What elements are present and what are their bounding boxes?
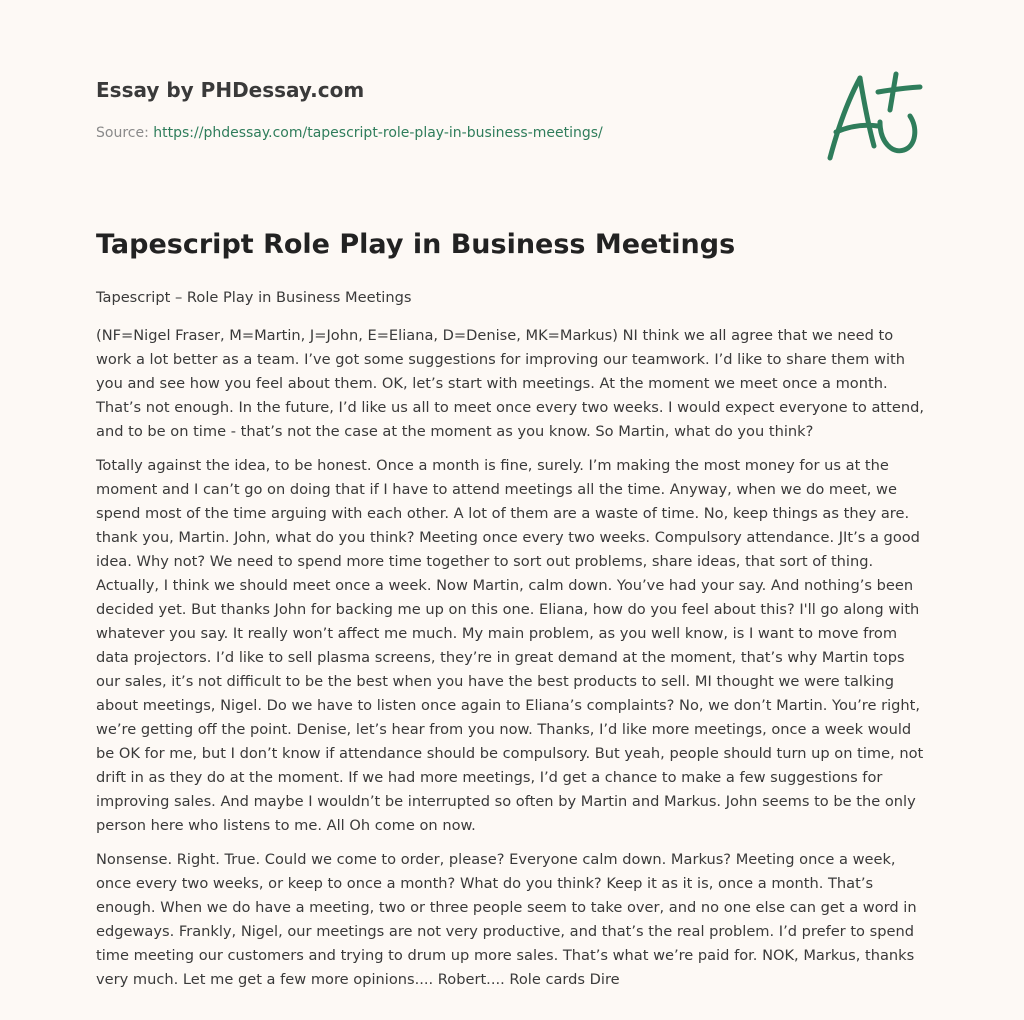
essay-paragraph: Totally against the idea, to be honest. Once a month is fine, surely. I’m making the most money for us at the moment and I can’t go on doing that if I have to attend meetings all the time. Anyway, when we do meet, we spend most of the time arguing with each other. A lot of them are a waste of time. No, keep things as they are. thank you, Martin. John, what do you think? Meeting once every two weeks. Compulsory attendance. JIt’s a good idea. Why not? We need to spend more time together to sort out problems, share ideas, that sort of thing. Actually, I think we should meet once a week. Now Martin, calm down. You’ve had your say. And nothing’s been decided yet. But thanks John for backing me up on this one. Eliana, how do you feel about this? I'll go along with whatever you say. It really won’t affect me much. My main problem, as you well know, is I want to move from data projectors. I’d like to sell plasma screens, they’re in great demand at the moment, that’s why Martin tops our sales, it’s not difficult to be the best when you have the best products to sell. MI thought we were talking about meetings, Nigel. Do we have to listen once again to Eliana’s complaints? No, we don’t Martin. You’re right, we’re getting off the point. Denise, let’s hear from you now. Thanks, I’d like more meetings, once a week would be OK for me, but I don’t know if attendance should be compulsory. But yeah, people should turn up on time, not drift in as they do at the moment. If we had more meetings, I’d get a chance to make a few suggestions for improving sales. And maybe I wouldn’t be interrupted so often by Martin and Markus. John seems to be the only person here who listens to me. All Oh come on now. — [96, 457, 924, 834]
plus-horizontal-stroke — [878, 87, 920, 92]
a-plus-logo-graphic — [822, 66, 926, 166]
essay-paragraph: (NF=Nigel Fraser, M=Martin, J=John, E=Eliana, D=Denise, MK=Markus) NI think we all agree that we need to work a lot better as a team. I’ve got some suggestions for improving our teamwork. I’d like to share them with you and see how you feel about them. OK, let’s start with meetings. At the moment we meet once a month. That’s not enough. In the future, I’d like us all to meet once every two weeks. I would expect everyone to attend, and to be on time - that’s not the case at the moment as you know. So Martin, what do you think? — [96, 327, 925, 440]
a-right-stroke — [860, 78, 874, 146]
brand-name: Essay by PHDessay.com — [96, 78, 365, 102]
source-label: Source: — [96, 125, 149, 141]
swoosh-stroke — [880, 116, 915, 151]
essay-paragraph: Nonsense. Right. True. Could we come to order, please? Everyone calm down. Markus? Meeting once a week, once every two weeks, or keep to once a month? What do you think? Keep it as it is, once a month. That’s enough. When we do have a meeting, two or three people seem to take over, and no one else can get a word in edgeways. Frankly, Nigel, our meetings are not very productive, and that’s the real problem. I’d prefer to spend time meeting our customers and trying to drum up more sales. That’s what we’re paid for. NOK, Markus, thanks very much. Let me get a few more opinions.... Robert.... Role cards Dire — [96, 851, 917, 988]
source-line — [96, 123, 603, 143]
source-link[interactable]: https://phdessay.com/tapescript-role-play-in-business-meetings/ — [153, 125, 603, 141]
essay-subtitle: Tapescript – Role Play in Business Meetings — [96, 289, 412, 306]
page-header — [96, 76, 796, 104]
a-plus-grade-icon — [822, 66, 926, 166]
essay-title: Tapescript Role Play in Business Meetings — [96, 229, 736, 260]
essay-body — [96, 286, 932, 1002]
a-left-stroke — [830, 78, 860, 158]
